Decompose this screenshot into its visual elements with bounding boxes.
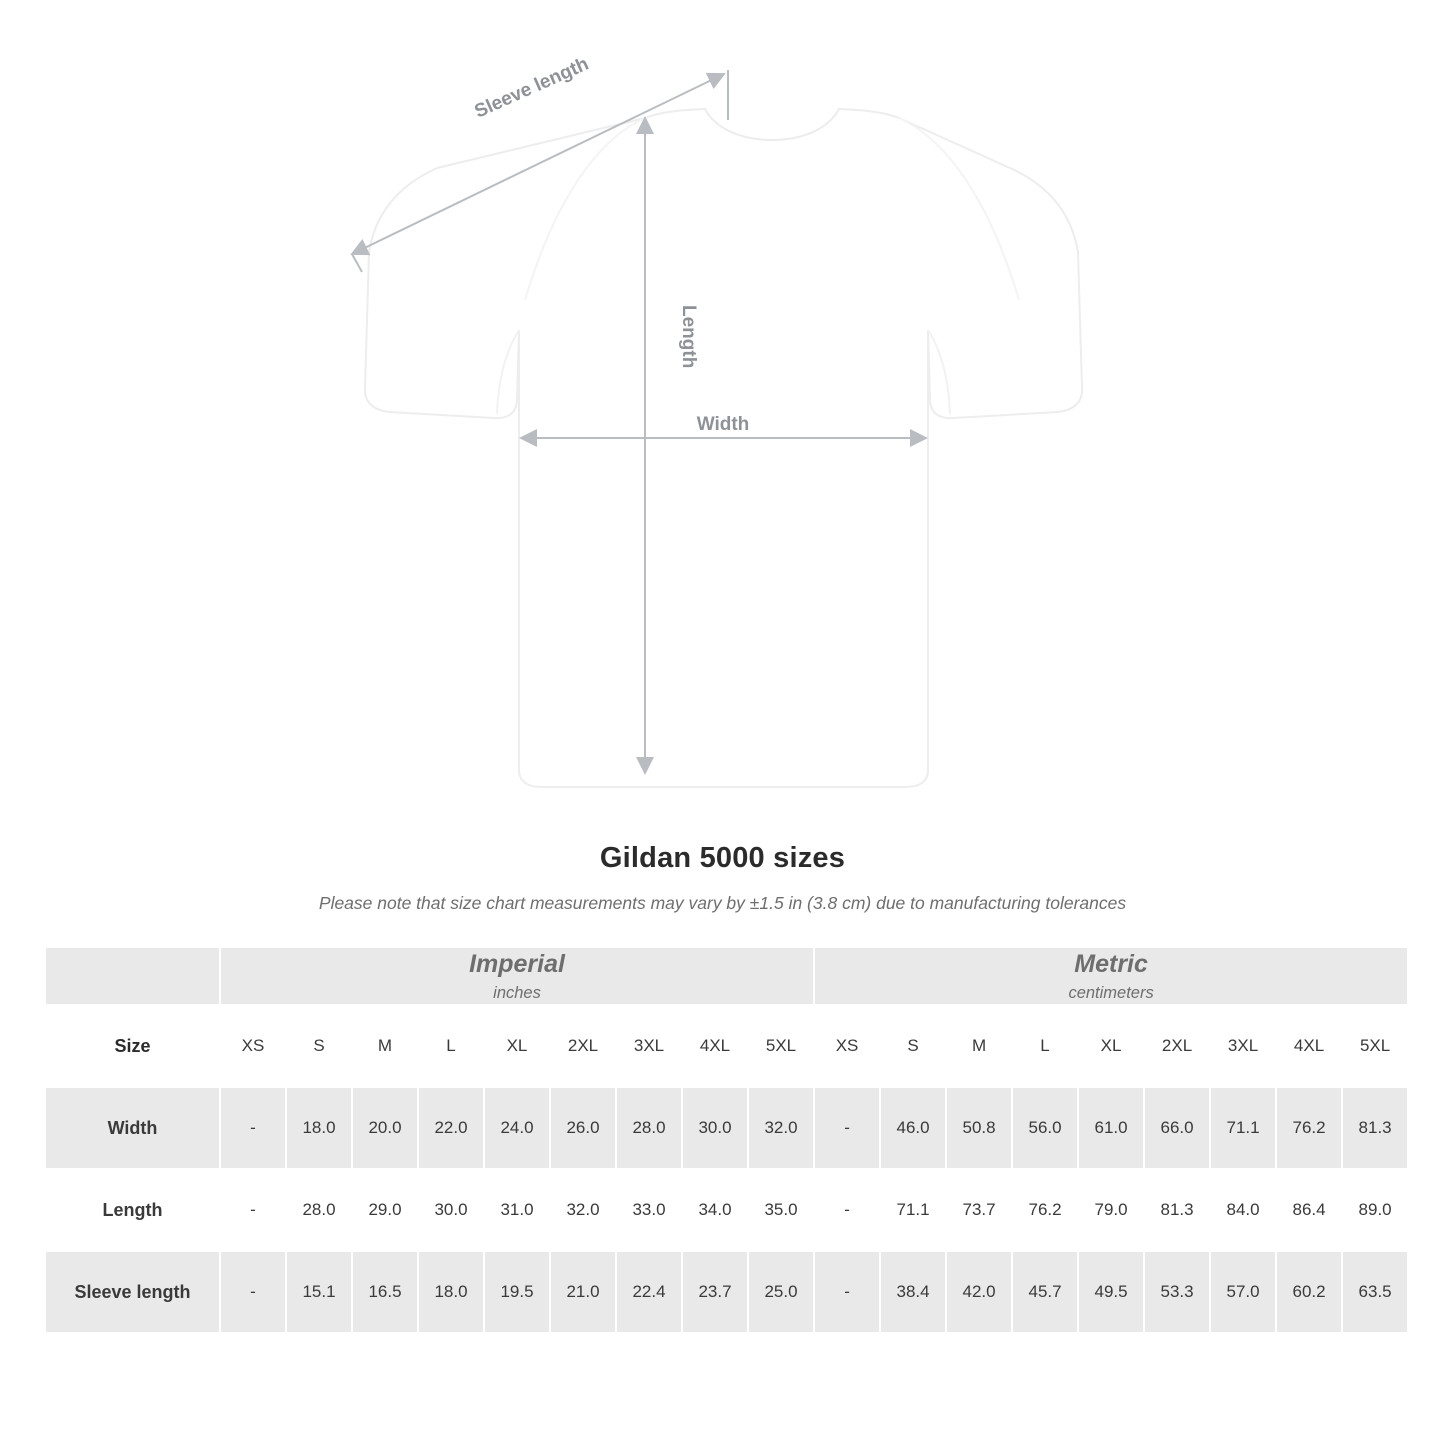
width-metric-l: 56.0 (1012, 1087, 1078, 1169)
width-imperial-5xl: 32.0 (748, 1087, 814, 1169)
sleeve-metric-3xl: 57.0 (1210, 1251, 1276, 1333)
unit-group-metric (814, 947, 1408, 1005)
chart-title: Gildan 5000 sizes (599, 842, 846, 874)
width-metric-s: 46.0 (880, 1087, 946, 1169)
width-imperial-l: 22.0 (418, 1087, 484, 1169)
width-imperial-xl: 24.0 (484, 1087, 550, 1169)
width-imperial-2xl: 26.0 (550, 1087, 616, 1169)
row-label-length: Length (45, 1169, 220, 1251)
sleeve-metric-l: 45.7 (1012, 1251, 1078, 1333)
length-metric-2xl: 81.3 (1144, 1169, 1210, 1251)
size-header-imperial-xl: XL (484, 1005, 550, 1087)
unit-metric-name: Metric (1074, 950, 1148, 978)
sleeve-metric-m: 42.0 (946, 1251, 1012, 1333)
unit-imperial-name: Imperial (469, 950, 565, 978)
width-metric-4xl: 76.2 (1276, 1087, 1342, 1169)
sleeve-imperial-3xl: 22.4 (616, 1251, 682, 1333)
tshirt-shape (365, 109, 1082, 787)
size-header-metric-xs: XS (814, 1005, 880, 1087)
length-imperial-xl: 31.0 (484, 1169, 550, 1251)
unit-group-imperial (220, 947, 814, 1005)
chart-note: Please note that size chart measurements may vary by ±1.5 in (3.8 cm) due to manufacturing tolerances (318, 893, 1127, 913)
size-header-imperial-5xl: 5XL (748, 1005, 814, 1087)
length-metric-xs: - (814, 1169, 880, 1251)
length-imperial-4xl: 34.0 (682, 1169, 748, 1251)
size-header-imperial-l: L (418, 1005, 484, 1087)
sleeve-imperial-5xl: 25.0 (748, 1251, 814, 1333)
size-header-metric-3xl: 3XL (1210, 1005, 1276, 1087)
sleeve-metric-xl: 49.5 (1078, 1251, 1144, 1333)
length-label: Length (678, 305, 699, 369)
unit-corner-cell (45, 947, 220, 1005)
size-header-metric-4xl: 4XL (1276, 1005, 1342, 1087)
size-header-metric-2xl: 2XL (1144, 1005, 1210, 1087)
title-block (0, 830, 1445, 914)
width-imperial-4xl: 30.0 (682, 1087, 748, 1169)
unit-metric-sub: centimeters (1068, 984, 1154, 1003)
sleeve-imperial-s: 15.1 (286, 1251, 352, 1333)
sleeve-imperial-xl: 19.5 (484, 1251, 550, 1333)
length-metric-3xl: 84.0 (1210, 1169, 1276, 1251)
size-table (44, 946, 1409, 1334)
table-row-width (45, 1087, 1408, 1169)
width-imperial-m: 20.0 (352, 1087, 418, 1169)
table-row-length (45, 1169, 1408, 1251)
length-metric-xl: 79.0 (1078, 1169, 1144, 1251)
sleeve-metric-4xl: 60.2 (1276, 1251, 1342, 1333)
width-label: Width (696, 414, 750, 435)
size-header-metric-l: L (1012, 1005, 1078, 1087)
row-label-width: Width (45, 1087, 220, 1169)
sleeve-metric-5xl: 63.5 (1342, 1251, 1408, 1333)
width-imperial-s: 18.0 (286, 1087, 352, 1169)
width-metric-5xl: 81.3 (1342, 1087, 1408, 1169)
sleeve-metric-2xl: 53.3 (1144, 1251, 1210, 1333)
length-imperial-2xl: 32.0 (550, 1169, 616, 1251)
size-header-row (45, 1005, 1408, 1087)
sleeve-imperial-2xl: 21.0 (550, 1251, 616, 1333)
length-metric-4xl: 86.4 (1276, 1169, 1342, 1251)
width-imperial-3xl: 28.0 (616, 1087, 682, 1169)
size-header-imperial-xs: XS (220, 1005, 286, 1087)
length-imperial-s: 28.0 (286, 1169, 352, 1251)
size-header-imperial-4xl: 4XL (682, 1005, 748, 1087)
unit-imperial-sub: inches (493, 984, 541, 1003)
sleeve-imperial-m: 16.5 (352, 1251, 418, 1333)
width-metric-2xl: 66.0 (1144, 1087, 1210, 1169)
width-metric-xl: 61.0 (1078, 1087, 1144, 1169)
width-metric-m: 50.8 (946, 1087, 1012, 1169)
sleeve-length-label: Sleeve length (471, 53, 592, 123)
size-header-metric-5xl: 5XL (1342, 1005, 1408, 1087)
size-header-imperial-s: S (286, 1005, 352, 1087)
length-imperial-xs: - (220, 1169, 286, 1251)
size-header-metric-m: M (946, 1005, 1012, 1087)
width-metric-3xl: 71.1 (1210, 1087, 1276, 1169)
size-row-label: Size (45, 1005, 220, 1087)
length-imperial-3xl: 33.0 (616, 1169, 682, 1251)
size-header-imperial-m: M (352, 1005, 418, 1087)
length-imperial-l: 30.0 (418, 1169, 484, 1251)
sleeve-imperial-4xl: 23.7 (682, 1251, 748, 1333)
size-header-metric-s: S (880, 1005, 946, 1087)
size-header-metric-xl: XL (1078, 1005, 1144, 1087)
unit-header-row (45, 947, 1408, 1005)
length-imperial-m: 29.0 (352, 1169, 418, 1251)
length-metric-m: 73.7 (946, 1169, 1012, 1251)
sleeve-metric-s: 38.4 (880, 1251, 946, 1333)
length-imperial-5xl: 35.0 (748, 1169, 814, 1251)
sleeve-imperial-xs: - (220, 1251, 286, 1333)
size-table-wrap (44, 946, 1401, 1334)
size-header-imperial-3xl: 3XL (616, 1005, 682, 1087)
width-metric-xs: - (814, 1087, 880, 1169)
length-metric-s: 71.1 (880, 1169, 946, 1251)
sleeve-imperial-l: 18.0 (418, 1251, 484, 1333)
width-imperial-xs: - (220, 1087, 286, 1169)
length-metric-5xl: 89.0 (1342, 1169, 1408, 1251)
size-header-imperial-2xl: 2XL (550, 1005, 616, 1087)
sleeve-metric-xs: - (814, 1251, 880, 1333)
row-label-sleeve-length: Sleeve length (45, 1251, 220, 1333)
length-metric-l: 76.2 (1012, 1169, 1078, 1251)
table-row-sleeve-length (45, 1251, 1408, 1333)
